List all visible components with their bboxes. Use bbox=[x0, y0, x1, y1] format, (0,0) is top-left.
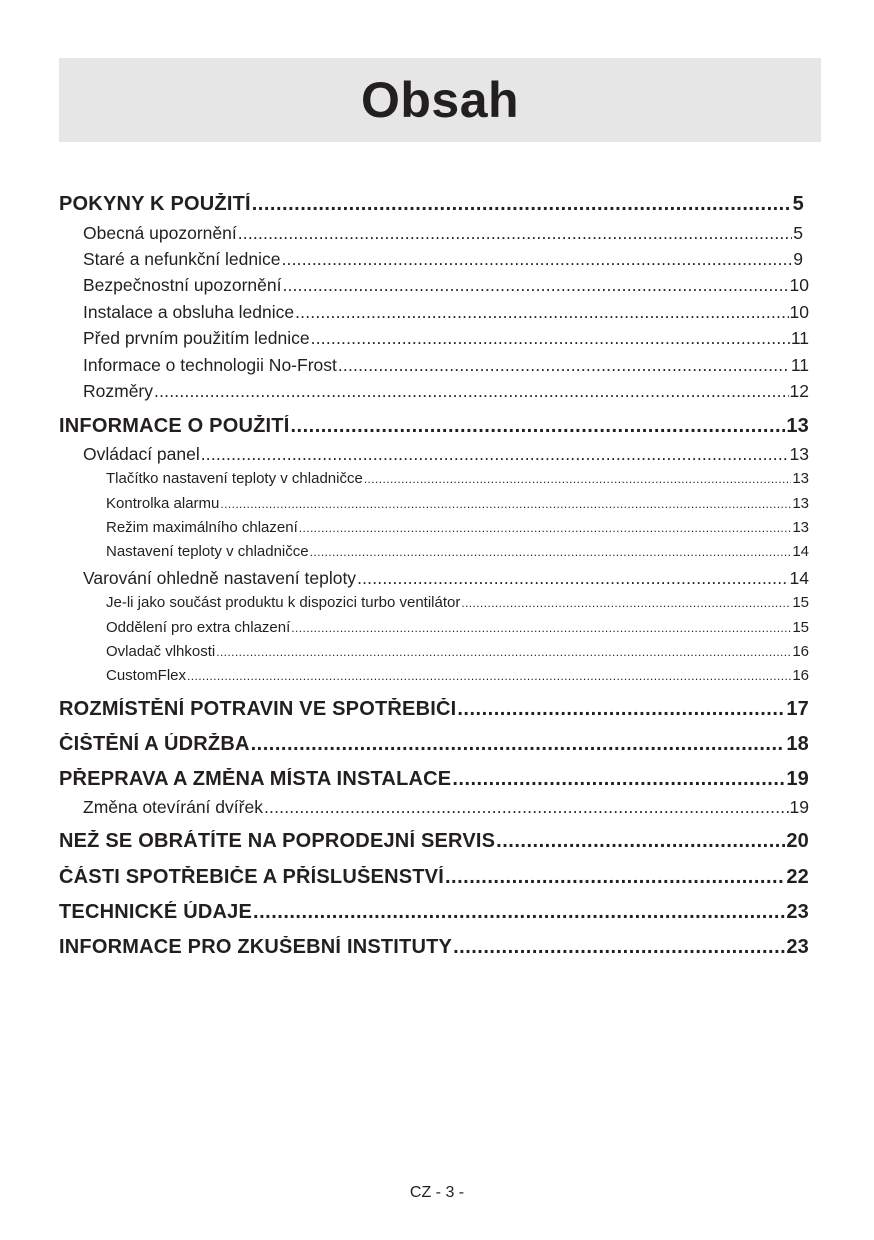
toc-entry-label: Ovládací panel bbox=[83, 444, 200, 464]
toc-page-number: 11 bbox=[790, 355, 809, 375]
toc-entry-section[interactable] bbox=[59, 768, 809, 791]
toc-entry-label: Obecná upozornění bbox=[83, 223, 237, 243]
toc-entry-section[interactable] bbox=[59, 698, 809, 721]
toc-entry-subsection[interactable] bbox=[83, 355, 809, 376]
toc-page-number: 10 bbox=[789, 275, 809, 295]
toc-page-number: 13 bbox=[792, 495, 809, 512]
toc-entry-label: Nastavení teploty v chladničce bbox=[106, 543, 309, 560]
toc-leader-dots bbox=[290, 415, 785, 438]
toc-page-number: 13 bbox=[789, 444, 809, 464]
page-number-footer: CZ - 3 - bbox=[409, 1184, 465, 1201]
toc-entry-subsection[interactable] bbox=[83, 568, 809, 589]
toc-entry-subsubsection[interactable] bbox=[106, 495, 809, 512]
toc-entry-label: INFORMACE PRO ZKUŠEBNÍ INSTITUTY bbox=[59, 936, 453, 958]
toc-entry-label: NEŽ SE OBRÁTÍTE NA POPRODEJNÍ SERVIS bbox=[59, 830, 496, 852]
toc-entry-section[interactable] bbox=[59, 936, 809, 959]
toc-entry-subsubsection[interactable] bbox=[106, 543, 809, 560]
toc-page-number: 5 bbox=[792, 193, 804, 215]
toc-entry-label: INFORMACE O POUŽITÍ bbox=[59, 415, 290, 437]
toc-entry-subsection[interactable] bbox=[83, 275, 809, 296]
toc-leader-dots bbox=[445, 866, 785, 889]
page-title: Obsah bbox=[360, 72, 520, 128]
toc-page-number: 10 bbox=[789, 302, 809, 322]
toc-entry-label: CustomFlex bbox=[106, 667, 187, 684]
toc-entry-label: Před prvním použitím lednice bbox=[83, 328, 310, 348]
toc-leader-dots bbox=[220, 497, 791, 511]
toc-leader-dots bbox=[364, 472, 792, 486]
toc-page-number: 18 bbox=[786, 733, 809, 755]
toc-page-number: 19 bbox=[786, 768, 809, 790]
toc-entry-label: POKYNY K POUŽITÍ bbox=[59, 193, 251, 215]
toc-entry-subsection[interactable] bbox=[83, 302, 809, 323]
toc-page-number: 15 bbox=[792, 619, 809, 636]
toc-leader-dots bbox=[282, 275, 788, 296]
toc-entry-subsection[interactable] bbox=[83, 381, 809, 402]
toc-page-number: 20 bbox=[786, 830, 809, 852]
toc-leader-dots bbox=[496, 830, 785, 853]
toc-leader-dots bbox=[251, 733, 786, 756]
toc-entry-subsubsection[interactable] bbox=[106, 667, 809, 684]
toc-entry-subsection[interactable] bbox=[83, 328, 809, 349]
toc-leader-dots bbox=[461, 596, 791, 610]
toc-entry-label: Tlačítko nastavení teploty v chladničce bbox=[106, 470, 363, 487]
toc-leader-dots bbox=[201, 444, 789, 465]
toc-entry-label: ČÁSTI SPOTŘEBIČE A PŘÍSLUŠENSTVÍ bbox=[59, 866, 444, 888]
toc-page-number: 13 bbox=[792, 519, 809, 536]
toc-leader-dots bbox=[310, 545, 792, 559]
toc-entry-section[interactable] bbox=[59, 866, 809, 889]
toc-leader-dots bbox=[453, 936, 785, 959]
toc-page-number: 23 bbox=[786, 901, 809, 923]
toc-entry-section[interactable] bbox=[59, 830, 809, 853]
toc-entry-label: Staré a nefunkční lednice bbox=[83, 249, 281, 269]
toc-page-number: 14 bbox=[789, 568, 809, 588]
toc-page-number: 17 bbox=[786, 698, 809, 720]
toc-leader-dots bbox=[338, 355, 790, 376]
toc-leader-dots bbox=[154, 381, 789, 402]
toc-entry-subsection[interactable] bbox=[83, 444, 809, 465]
toc-entry-section[interactable] bbox=[59, 193, 804, 216]
toc-entry-label: Varování ohledně nastavení teploty bbox=[83, 568, 357, 588]
toc-page-number: 22 bbox=[786, 866, 809, 888]
toc-entry-subsubsection[interactable] bbox=[106, 594, 809, 611]
toc-page-number: 12 bbox=[789, 381, 809, 401]
toc-entry-subsubsection[interactable] bbox=[106, 643, 809, 660]
toc-entry-subsection[interactable] bbox=[83, 797, 809, 818]
toc-entry-label: Bezpečnostní upozornění bbox=[83, 275, 282, 295]
toc-entry-section[interactable] bbox=[59, 901, 809, 924]
toc-page-number: 16 bbox=[792, 667, 809, 684]
toc-entry-label: Rozměry bbox=[83, 381, 154, 401]
toc-leader-dots bbox=[252, 193, 792, 216]
toc-entry-subsection[interactable] bbox=[83, 249, 803, 270]
toc-leader-dots bbox=[457, 698, 785, 721]
toc-leader-dots bbox=[291, 621, 791, 635]
toc-entry-label: ČIŠTĚNÍ A ÚDRŽBA bbox=[59, 733, 250, 755]
toc-entry-section[interactable] bbox=[59, 733, 809, 756]
toc-entry-label: PŘEPRAVA A ZMĚNA MÍSTA INSTALACE bbox=[59, 768, 452, 790]
toc-page-number: 11 bbox=[790, 328, 809, 348]
toc-leader-dots bbox=[282, 249, 793, 270]
toc-entry-label: Ovladač vlhkosti bbox=[106, 643, 216, 660]
toc-leader-dots bbox=[357, 568, 788, 589]
toc-entry-label: TECHNICKÉ ÚDAJE bbox=[59, 901, 253, 923]
toc-leader-dots bbox=[253, 901, 785, 924]
toc-entry-label: Oddělení pro extra chlazení bbox=[106, 619, 291, 636]
toc-entry-label: ROZMÍSTĚNÍ POTRAVIN VE SPOTŘEBIČI bbox=[59, 698, 457, 720]
toc-leader-dots bbox=[216, 645, 791, 659]
toc-entry-subsubsection[interactable] bbox=[106, 470, 809, 487]
toc-leader-dots bbox=[264, 797, 789, 818]
toc-leader-dots bbox=[452, 768, 785, 791]
toc-leader-dots bbox=[299, 521, 792, 535]
toc-page-number: 13 bbox=[792, 470, 809, 487]
toc-page-number: 23 bbox=[786, 936, 809, 958]
toc-entry-label: Kontrolka alarmu bbox=[106, 495, 220, 512]
toc-page-number: 16 bbox=[792, 643, 809, 660]
toc-page-number: 9 bbox=[793, 249, 803, 269]
toc-leader-dots bbox=[295, 302, 788, 323]
toc-entry-label: Změna otevírání dvířek bbox=[83, 797, 263, 817]
title-band bbox=[59, 58, 821, 142]
toc-page-number: 19 bbox=[789, 797, 809, 817]
toc-leader-dots bbox=[311, 328, 790, 349]
toc-entry-label: Informace o technologii No-Frost bbox=[83, 355, 337, 375]
toc-leader-dots bbox=[187, 669, 791, 683]
toc-entry-subsection[interactable] bbox=[83, 223, 803, 244]
toc-entry-label: Je-li jako součást produktu k dispozici turbo ventilátor bbox=[106, 594, 461, 611]
toc-leader-dots bbox=[238, 223, 793, 244]
toc-page-number: 14 bbox=[792, 543, 809, 560]
toc-entry-label: Instalace a obsluha lednice bbox=[83, 302, 295, 322]
toc-entry-subsubsection[interactable] bbox=[106, 619, 809, 636]
toc-entry-subsubsection[interactable] bbox=[106, 519, 809, 536]
toc-page-number: 15 bbox=[792, 594, 809, 611]
toc-entry-label: Režim maximálního chlazení bbox=[106, 519, 298, 536]
toc-page-number: 5 bbox=[793, 223, 803, 243]
toc-entry-section[interactable] bbox=[59, 415, 809, 438]
toc-page-number: 13 bbox=[786, 415, 809, 437]
